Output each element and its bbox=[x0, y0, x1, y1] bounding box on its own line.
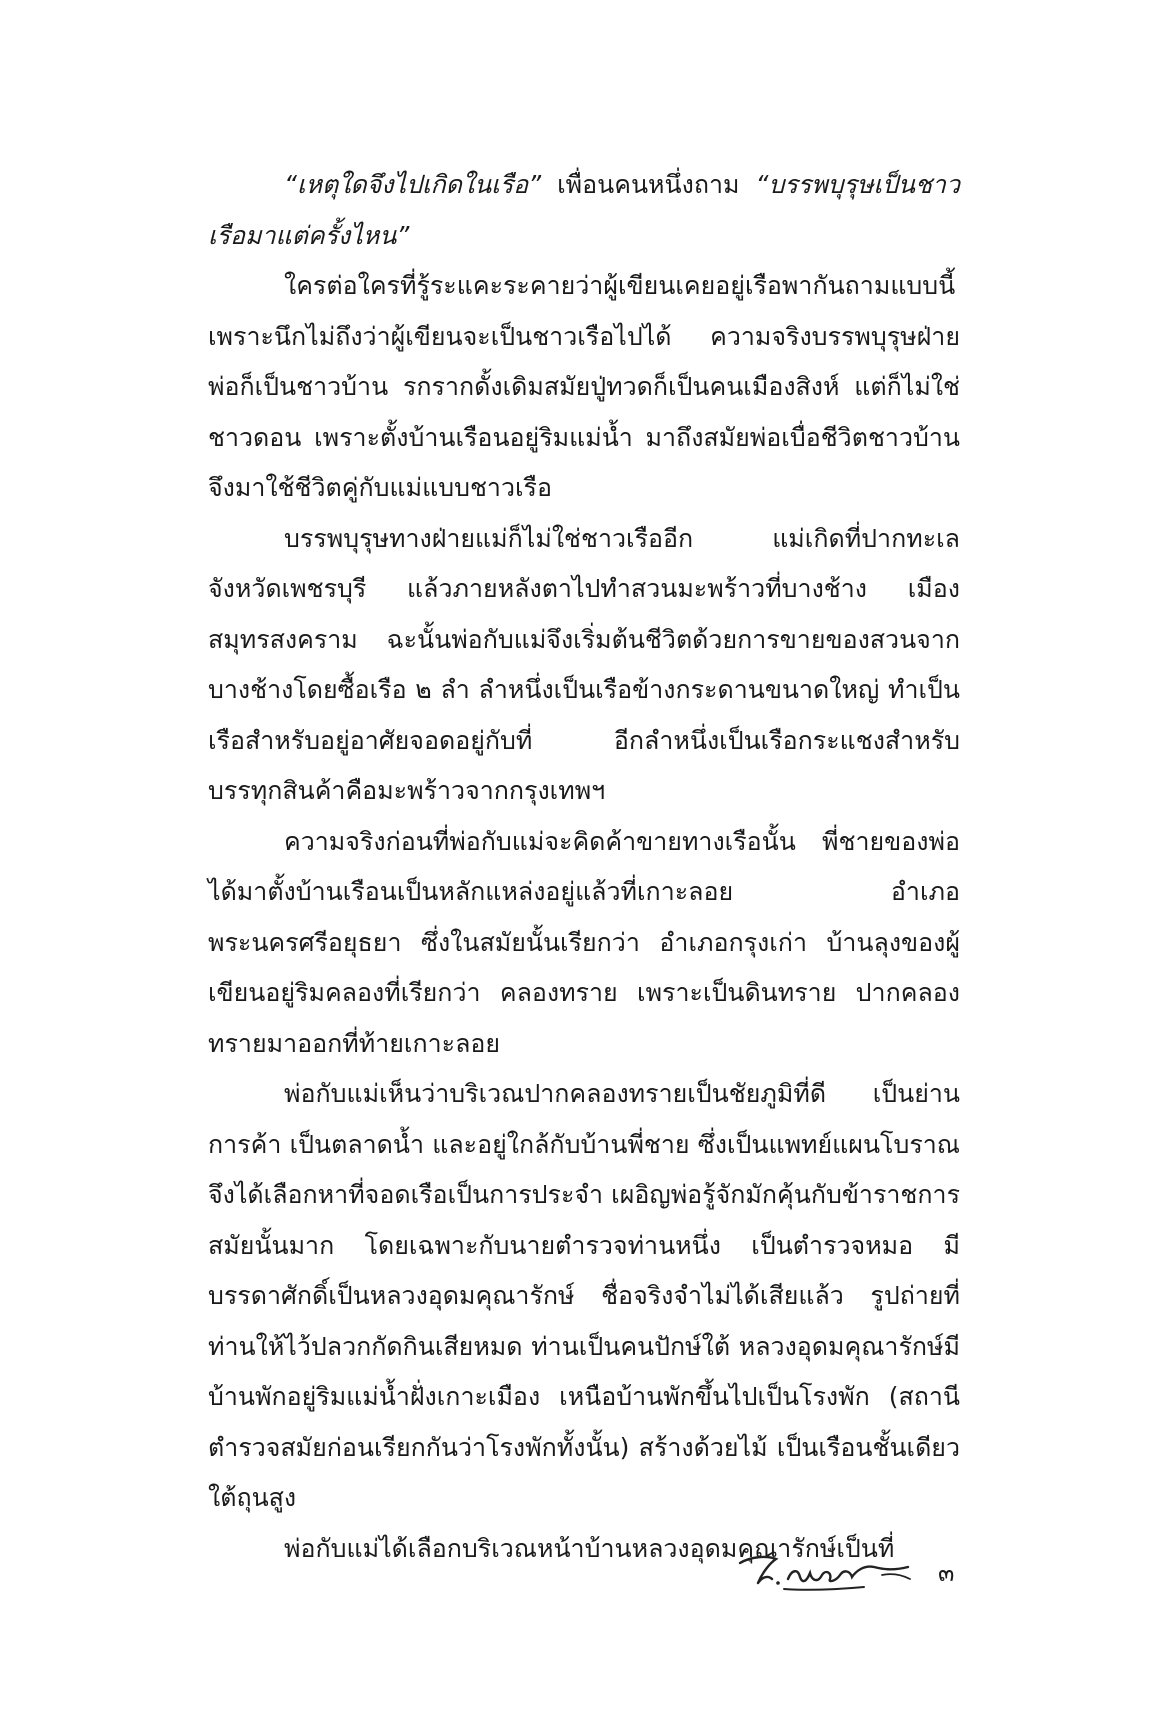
ancestry-quote: “บรรพบุรุษเป็นชาวเรือมาแต่ครั้งไหน” bbox=[208, 170, 960, 250]
opening-paragraph bbox=[208, 160, 960, 261]
paragraph: ใครต่อใครที่รู้ระแคะระคายว่าผู้เขียนเคยอยู่เรือพากันถามแบบนี้ เพราะนึกไม่ถึงว่าผู้เขียนจะเป็นชาวเรือไปได้ ความจริงบรรพบุรุษฝ่ายพ่อก็เป็นชาวบ้าน รกรากดั้งเดิมสมัยปู่ทวดก็เป็นคนเมืองสิงห์ แต่ก็ไม่ใช่ชาวดอน เพราะตั้งบ้านเรือนอยู่ริมแม่น้ำ มาถึงสมัยพ่อเบื่อชีวิตชาวบ้านจึงมาใช้ชีวิตคู่กับแม่แบบชาวเรือ bbox=[208, 271, 960, 502]
body-text bbox=[208, 160, 960, 1574]
opening-narration: เพื่อนคนหนึ่งถาม bbox=[541, 170, 756, 199]
opening-quote: “เหตุใดจึงไปเกิดในเรือ” bbox=[284, 170, 542, 199]
page-footer bbox=[0, 1545, 1150, 1605]
paragraph: บรรพบุรุษทางฝ่ายแม่ก็ไม่ใช่ชาวเรืออีก แม่เกิดที่ปากทะเลจังหวัดเพชรบุรี แล้วภายหลังตาไปทำสวนมะพร้าวที่บางช้าง เมืองสมุทรสงคราม ฉะนั้นพ่อกับแม่จึงเริ่มต้นชีวิตด้วยการขายของสวนจากบางช้างโดยซื้อเรือ ๒ ลำ ลำหนึ่งเป็นเรือข้างกระดานขนาดใหญ่ ทำเป็นเรือสำหรับอยู่อาศัยจอดอยู่กับที่ อีกลำหนึ่งเป็นเรือกระแชงสำหรับบรรทุกสินค้าคือมะพร้าวจากกรุงเทพฯ bbox=[208, 523, 960, 805]
page-number: ๓ bbox=[938, 1559, 955, 1587]
paragraph: พ่อกับแม่ได้เลือกบริเวณหน้าบ้านหลวงอุดมคุณารักษ์เป็นที่ bbox=[284, 1533, 895, 1563]
paragraph: พ่อกับแม่เห็นว่าบริเวณปากคลองทรายเป็นชัยภูมิที่ดี เป็นย่านการค้า เป็นตลาดน้ำ และอยู่ใกล้กับบ้านพี่ชาย ซึ่งเป็นแพทย์แผนโบราณ จึงได้เลือกหาที่จอดเรือเป็นการประจำ เผอิญพ่อรู้จักมักคุ้นกับข้าราชการสมัยนั้นมาก โดยเฉพาะกับนายตำรวจท่านหนึ่ง เป็นตำรวจหมอ มีบรรดาศักดิ์เป็นหลวงอุดมคุณารักษ์ ชื่อจริงจำไม่ได้เสียแล้ว รูปถ่ายที่ท่านให้ไว้ปลวกกัดกินเสียหมด ท่านเป็นคนปักษ์ใต้ หลวงอุดมคุณารักษ์มีบ้านพักอยู่ริมแม่น้ำฝั่งเกาะเมือง เหนือบ้านพักขึ้นไปเป็นโรงพัก (สถานีตำรวจสมัยก่อนเรียกกันว่าโรงพักทั้งนั้น) สร้างด้วยไม้ เป็นเรือนชั้นเดียวใต้ถุนสูง bbox=[208, 1079, 960, 1512]
handwritten-signature bbox=[732, 1549, 922, 1597]
paragraph: ความจริงก่อนที่พ่อกับแม่จะคิดค้าขายทางเรือนั้น พี่ชายของพ่อได้มาตั้งบ้านเรือนเป็นหลักแหล่งอยู่แล้วที่เกาะลอย อำเภอพระนครศรีอยุธยา ซึ่งในสมัยนั้นเรียกว่า อำเภอกรุงเก่า บ้านลุงของผู้เขียนอยู่ริมคลองที่เรียกว่า คลองทราย เพราะเป็นดินทราย ปากคลองทรายมาออกที่ท้ายเกาะลอย bbox=[208, 826, 960, 1058]
